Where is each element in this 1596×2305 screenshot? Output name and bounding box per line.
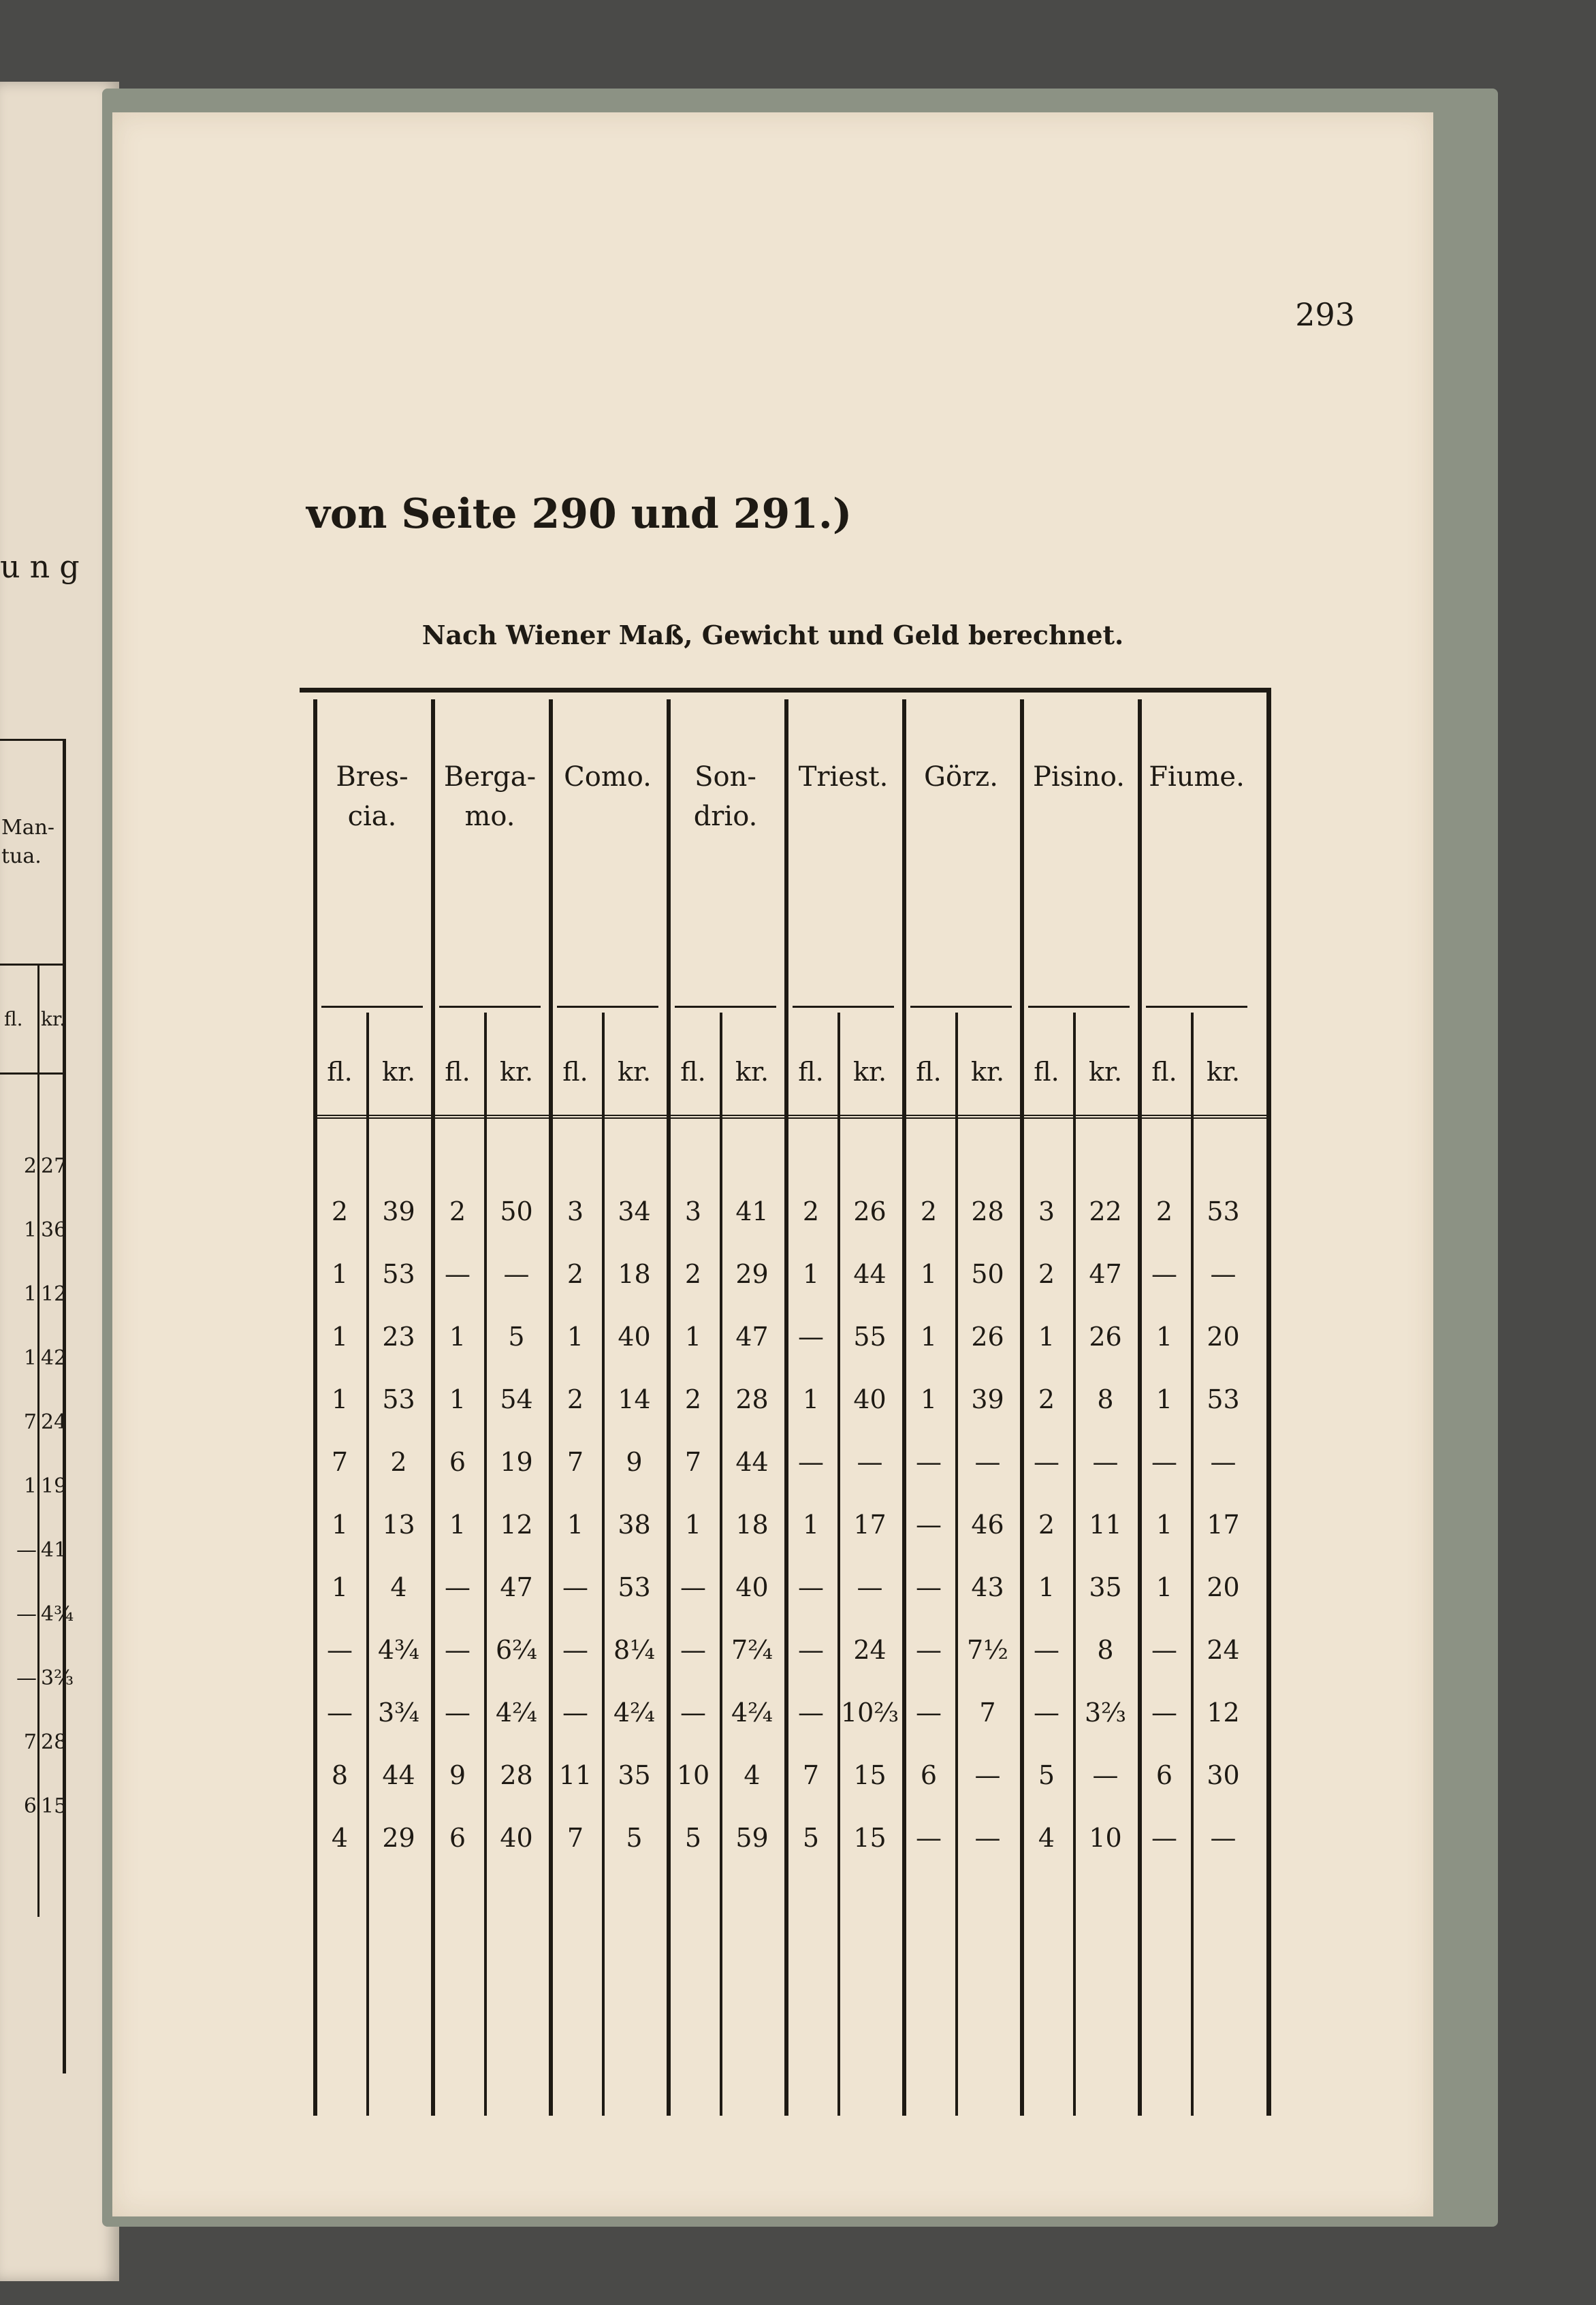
cell-fl: — [1151, 1635, 1177, 1665]
cell-fl: 1 [331, 1259, 349, 1289]
left-header-rule [0, 1072, 63, 1075]
cell-kr: — [503, 1259, 530, 1289]
cell-kr: 18 [618, 1259, 651, 1289]
cell-fl: 1 [566, 1322, 584, 1352]
cell-kr: 7 [979, 1698, 996, 1728]
left-subcolumn-rule [37, 964, 39, 1917]
cell-fl: — [445, 1572, 470, 1602]
cell-kr: 6²⁄₄ [496, 1635, 537, 1665]
cell-fl: 1 [331, 1322, 349, 1352]
cell-fl: 2 [1155, 1196, 1173, 1226]
unit-kr-label: kr. [735, 1057, 769, 1087]
cell-fl: 11 [558, 1760, 592, 1790]
cell-kr: — [974, 1760, 1001, 1790]
cell-kr: 34 [618, 1196, 651, 1226]
cell-fl: 7 [802, 1760, 820, 1790]
price-table [300, 688, 1271, 2116]
cell-fl: 6 [920, 1760, 938, 1790]
cell-kr: 53 [618, 1572, 651, 1602]
cell-fl: 7 [566, 1823, 584, 1853]
cell-kr: 11 [1089, 1510, 1122, 1540]
cell-kr: 40 [500, 1823, 533, 1853]
cell-kr: 8 [1097, 1635, 1114, 1665]
left-cell-fl: 2 [23, 1154, 37, 1178]
unit-fl-label: fl. [445, 1057, 470, 1087]
cell-fl: 2 [331, 1196, 349, 1226]
unit-fl-label: fl. [916, 1057, 942, 1087]
cell-fl: 2 [1038, 1510, 1055, 1540]
cell-fl: 1 [920, 1322, 938, 1352]
cell-fl: 1 [449, 1384, 466, 1414]
cell-kr: 54 [500, 1384, 533, 1414]
cell-fl: 6 [1155, 1760, 1173, 1790]
cell-fl: 3 [1038, 1196, 1055, 1226]
unit-kr-label: kr. [381, 1057, 416, 1087]
right-page [112, 112, 1433, 2216]
cell-kr: 12 [1207, 1698, 1240, 1728]
cell-fl: 1 [1155, 1510, 1173, 1540]
cell-kr: 29 [382, 1823, 415, 1853]
cell-fl: — [327, 1698, 353, 1728]
cell-fl: — [562, 1572, 588, 1602]
cell-fl: — [1034, 1698, 1059, 1728]
column-header-2: Berga- mo. [443, 761, 537, 832]
cell-kr: 4²⁄₄ [496, 1698, 537, 1728]
unit-rule [557, 1006, 658, 1008]
cell-fl: — [680, 1698, 706, 1728]
cell-kr: 22 [1089, 1196, 1122, 1226]
left-cell-kr: 41 [41, 1538, 67, 1562]
cell-fl: 1 [802, 1510, 820, 1540]
cell-fl: 2 [1038, 1384, 1055, 1414]
cell-kr: 47 [735, 1322, 769, 1352]
cell-kr: — [974, 1447, 1001, 1477]
cell-kr: — [857, 1572, 883, 1602]
unit-fl-label: fl. [798, 1057, 824, 1087]
unit-kr-label: kr. [852, 1057, 887, 1087]
unit-kr-label: kr. [1206, 1057, 1241, 1087]
cell-fl: — [798, 1698, 824, 1728]
cell-kr: 35 [1089, 1572, 1122, 1602]
cell-kr: 10⅔ [840, 1698, 899, 1728]
cell-fl: 1 [449, 1322, 466, 1352]
cell-fl: 4 [331, 1823, 349, 1853]
column-header-7: Pisino. [1033, 761, 1125, 793]
column-header-3: Como. [564, 761, 652, 793]
subcolumn-rule [955, 1013, 958, 2116]
cell-kr: — [1092, 1447, 1119, 1477]
cell-fl: 9 [449, 1760, 466, 1790]
cell-kr: 40 [735, 1572, 769, 1602]
column-header-4: Son- drio. [693, 761, 758, 832]
cell-fl: 2 [802, 1196, 820, 1226]
left-page-table [0, 739, 74, 2073]
cell-kr: — [1210, 1823, 1236, 1853]
subcolumn-rule [366, 1013, 369, 2116]
unit-kr-label: kr. [499, 1057, 534, 1087]
cell-kr: 20 [1207, 1572, 1240, 1602]
unit-fl-label: fl. [327, 1057, 353, 1087]
cell-kr: 28 [735, 1384, 769, 1414]
left-cell-kr: 4¾ [41, 1602, 74, 1626]
unit-fl-label: fl. [562, 1057, 588, 1087]
cell-fl: 1 [684, 1322, 702, 1352]
cell-kr: 14 [618, 1384, 651, 1414]
unit-kr-label: kr. [970, 1057, 1005, 1087]
left-cell-fl: 1 [23, 1346, 37, 1370]
cell-fl: 8 [331, 1760, 349, 1790]
subcolumn-rule [720, 1013, 722, 2116]
cell-kr: 39 [971, 1384, 1004, 1414]
cell-kr: 4 [744, 1760, 761, 1790]
cell-kr: 53 [382, 1259, 415, 1289]
unit-rule [793, 1006, 894, 1008]
cell-fl: 2 [449, 1196, 466, 1226]
cell-fl: — [916, 1698, 942, 1728]
left-cell-fl: 1 [23, 1282, 37, 1306]
page-subtitle: Nach Wiener Maß, Gewicht und Geld berechnet. [421, 620, 1124, 650]
left-unit-rule [0, 964, 63, 966]
cell-kr: 23 [382, 1322, 415, 1352]
cell-kr: 55 [853, 1322, 887, 1352]
cell-fl: — [916, 1510, 942, 1540]
cell-fl: 1 [331, 1510, 349, 1540]
cell-fl: 4 [1038, 1823, 1055, 1853]
cell-kr: 26 [971, 1322, 1004, 1352]
cell-kr: 15 [853, 1823, 887, 1853]
cell-fl: 1 [1038, 1572, 1055, 1602]
cell-fl: 2 [1038, 1259, 1055, 1289]
cell-fl: 1 [920, 1259, 938, 1289]
cell-fl: — [445, 1259, 470, 1289]
cell-kr: 40 [853, 1384, 887, 1414]
cell-kr: 28 [500, 1760, 533, 1790]
unit-kr-label: kr. [617, 1057, 652, 1087]
cell-kr: 29 [735, 1259, 769, 1289]
left-unit-kr: kr. [41, 1008, 66, 1030]
cell-fl: 1 [1155, 1322, 1173, 1352]
left-cell-fl: 1 [23, 1218, 37, 1242]
cell-fl: — [1034, 1447, 1059, 1477]
left-cell-kr: 19 [41, 1474, 67, 1498]
cell-fl: — [680, 1572, 706, 1602]
cell-kr: 44 [853, 1259, 887, 1289]
cell-fl: — [680, 1635, 706, 1665]
cell-kr: — [1210, 1447, 1236, 1477]
unit-fl-label: fl. [1151, 1057, 1177, 1087]
cell-fl: — [1151, 1447, 1177, 1477]
cell-fl: — [916, 1447, 942, 1477]
left-cell-fl: 6 [23, 1794, 37, 1818]
cell-fl: — [916, 1635, 942, 1665]
cell-kr: 8 [1097, 1384, 1114, 1414]
page-title: von Seite 290 und 291.) [306, 490, 852, 538]
left-page [0, 82, 119, 2281]
cell-kr: 44 [735, 1447, 769, 1477]
cell-kr: 3¾ [377, 1698, 419, 1728]
cell-fl: 5 [1038, 1760, 1055, 1790]
column-header-1: Bres- cia. [336, 761, 409, 832]
cell-fl: 1 [920, 1384, 938, 1414]
cell-kr: 12 [500, 1510, 533, 1540]
cell-kr: 35 [618, 1760, 651, 1790]
unit-fl-label: fl. [680, 1057, 706, 1087]
cell-kr: 17 [853, 1510, 887, 1540]
left-cell-fl: 7 [23, 1730, 37, 1754]
left-cell-kr: 12 [41, 1282, 67, 1306]
cell-kr: 26 [1089, 1322, 1122, 1352]
cell-fl: — [445, 1698, 470, 1728]
cell-fl: — [562, 1698, 588, 1728]
cell-fl: 7 [331, 1447, 349, 1477]
cell-kr: 53 [1207, 1384, 1240, 1414]
unit-rule [321, 1006, 423, 1008]
left-cell-kr: 27 [41, 1154, 67, 1178]
cell-fl: — [1034, 1635, 1059, 1665]
subcolumn-rule [1191, 1013, 1194, 2116]
cell-kr: 3⅔ [1084, 1698, 1126, 1728]
cell-fl: 2 [684, 1384, 702, 1414]
left-column-header: Man- tua. [1, 816, 55, 868]
left-cell-kr: 36 [41, 1218, 67, 1242]
cell-fl: 2 [684, 1259, 702, 1289]
cell-kr: 7½ [966, 1635, 1008, 1665]
cell-fl: — [562, 1635, 588, 1665]
cell-kr: 13 [382, 1510, 415, 1540]
column-header-6: Görz. [924, 761, 998, 793]
cell-kr: 19 [500, 1447, 533, 1477]
cell-kr: 4¾ [377, 1635, 419, 1665]
cell-kr: 7²⁄₄ [731, 1635, 773, 1665]
cell-kr: 9 [626, 1447, 643, 1477]
cell-kr: 47 [1089, 1259, 1122, 1289]
left-top-rule [0, 739, 63, 741]
cell-kr: 41 [735, 1196, 769, 1226]
cell-fl: 7 [566, 1447, 584, 1477]
subcolumn-rule [837, 1013, 840, 2116]
unit-rule [1146, 1006, 1247, 1008]
left-unit-fl: fl. [4, 1008, 23, 1030]
cell-fl: 1 [1038, 1322, 1055, 1352]
unit-rule [1028, 1006, 1130, 1008]
unit-fl-label: fl. [1034, 1057, 1059, 1087]
cell-fl: — [798, 1572, 824, 1602]
cell-kr: — [974, 1823, 1001, 1853]
cell-fl: 10 [676, 1760, 710, 1790]
cell-kr: 53 [382, 1384, 415, 1414]
cell-fl: 6 [449, 1823, 466, 1853]
cell-fl: 1 [1155, 1572, 1173, 1602]
cell-fl: 1 [684, 1510, 702, 1540]
cell-fl: — [798, 1447, 824, 1477]
left-cell-fl: — [16, 1538, 37, 1562]
cell-fl: — [916, 1823, 942, 1853]
cell-kr: 30 [1207, 1760, 1240, 1790]
cell-fl: 1 [449, 1510, 466, 1540]
cell-fl: — [916, 1572, 942, 1602]
cell-fl: 2 [920, 1196, 938, 1226]
cell-fl: 6 [449, 1447, 466, 1477]
left-cell-kr: 24 [41, 1410, 67, 1434]
page-number: 293 [1295, 296, 1355, 333]
cell-fl: 1 [1155, 1384, 1173, 1414]
cell-fl: — [445, 1635, 470, 1665]
cell-kr: 44 [382, 1760, 415, 1790]
left-page-heading: ung [0, 548, 89, 585]
cell-fl: 1 [566, 1510, 584, 1540]
left-cell-kr: 42 [41, 1346, 67, 1370]
left-cell-fl: — [16, 1666, 37, 1690]
cell-kr: 46 [971, 1510, 1004, 1540]
cell-fl: 1 [802, 1384, 820, 1414]
subcolumn-rule [484, 1013, 487, 2116]
cell-kr: 47 [500, 1572, 533, 1602]
cell-fl: — [1151, 1698, 1177, 1728]
cell-fl: 1 [331, 1572, 349, 1602]
cell-kr: — [1092, 1760, 1119, 1790]
cell-kr: 17 [1207, 1510, 1240, 1540]
left-cell-kr: 3⅔ [41, 1666, 74, 1690]
subcolumn-rule [1073, 1013, 1076, 2116]
unit-kr-label: kr. [1088, 1057, 1123, 1087]
cell-fl: 2 [566, 1384, 584, 1414]
subcolumn-rule [602, 1013, 605, 2116]
cell-kr: 53 [1207, 1196, 1240, 1226]
cell-fl: — [1151, 1823, 1177, 1853]
left-cell-kr: 15 [41, 1794, 67, 1818]
unit-rule [675, 1006, 776, 1008]
left-cell-kr: 28 [41, 1730, 67, 1754]
cell-fl: — [798, 1635, 824, 1665]
cell-fl: 2 [566, 1259, 584, 1289]
column-header-8: Fiume. [1149, 761, 1245, 793]
cell-fl: 1 [802, 1259, 820, 1289]
cell-fl: 3 [684, 1196, 702, 1226]
cell-kr: 4²⁄₄ [731, 1698, 773, 1728]
cell-kr: 59 [735, 1823, 769, 1853]
cell-fl: 3 [566, 1196, 584, 1226]
cell-kr: 39 [382, 1196, 415, 1226]
cell-kr: 38 [618, 1510, 651, 1540]
unit-rule [439, 1006, 541, 1008]
column-header-5: Triest. [798, 761, 889, 793]
left-cell-fl: 1 [23, 1474, 37, 1498]
cell-kr: 4²⁄₄ [613, 1698, 655, 1728]
left-cell-fl: — [16, 1602, 37, 1626]
cell-kr: 5 [626, 1823, 643, 1853]
cell-kr: 4 [390, 1572, 407, 1602]
cell-fl: — [327, 1635, 353, 1665]
cell-kr: 5 [508, 1322, 525, 1352]
cell-fl: 7 [684, 1447, 702, 1477]
cell-kr: 2 [390, 1447, 407, 1477]
cell-fl: 1 [331, 1384, 349, 1414]
cell-fl: — [1151, 1259, 1177, 1289]
cell-kr: 50 [500, 1196, 533, 1226]
cell-kr: — [1210, 1259, 1236, 1289]
cell-kr: 20 [1207, 1322, 1240, 1352]
cell-fl: — [798, 1322, 824, 1352]
cell-kr: 50 [971, 1259, 1004, 1289]
cell-kr: 18 [735, 1510, 769, 1540]
cell-kr: 40 [618, 1322, 651, 1352]
cell-fl: 5 [802, 1823, 820, 1853]
cell-kr: 26 [853, 1196, 887, 1226]
unit-rule [910, 1006, 1012, 1008]
cell-kr: 24 [853, 1635, 887, 1665]
cell-kr: — [857, 1447, 883, 1477]
cell-kr: 43 [971, 1572, 1004, 1602]
cell-kr: 15 [853, 1760, 887, 1790]
cell-kr: 28 [971, 1196, 1004, 1226]
cell-kr: 10 [1089, 1823, 1122, 1853]
cell-fl: 5 [684, 1823, 702, 1853]
cell-kr: 24 [1207, 1635, 1240, 1665]
left-cell-fl: 7 [23, 1410, 37, 1434]
cell-kr: 8¼ [613, 1635, 655, 1665]
